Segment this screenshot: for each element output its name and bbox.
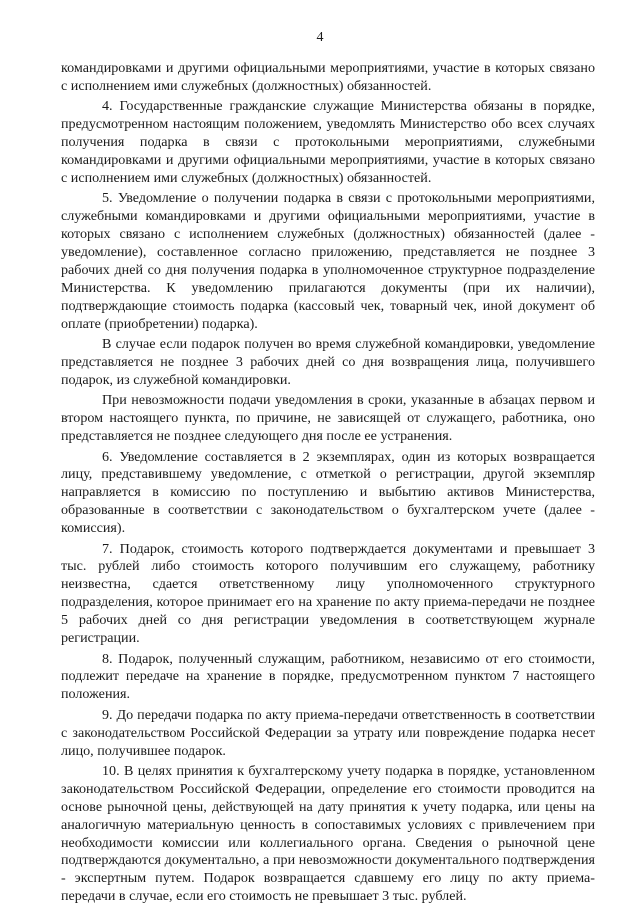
paragraph: 6. Уведомление составляется в 2 экземплярах, один из которых возвращается лицу, представившему уведомление, с отметкой о регистрации, другой экземпляр направляется в комиссию по поступлению и выбытию активов Министерства, образованные в соответствии с законодательством о бухгалтерском учете (далее - комиссия). (61, 448, 595, 537)
paragraph: 7. Подарок, стоимость которого подтверждается документами и превышает 3 тыс. рублей либо стоимость которого получившим его служащему, работнику неизвестна, сдается ответственному лицу уполномоченного структурного подразделения, которое принимает его на хранение по акту приема-передачи не позднее 5 рабочих дней со дня регистрации уведомления в соответствующем журнале регистрации. (61, 540, 595, 647)
paragraph: 9. До передачи подарка по акту приема-передачи ответственность в соответствии с законодательством Российской Федерации за утрату или повреждение подарка несет лицо, получившее подарок. (61, 706, 595, 759)
paragraph: 5. Уведомление о получении подарка в связи с протокольными мероприятиями, служебными командировками и другими официальными мероприятиями, участие в которых связано с исполнением служебных (должностных) обязанностей (далее - уведомление), составленное согласно приложению, представляется не позднее 3 рабочих дней со дня получения подарка в уполномоченное структурное подразделение Министерства. К уведомлению прилагаются документы (при их наличии), подтверждающие стоимость подарка (кассовый чек, товарный чек, иной документ об оплате (приобретении) подарка). (61, 190, 595, 332)
paragraph: В случае если подарок получен во время служебной командировки, уведомление представляется не позднее 3 рабочих дней со дня возвращения лица, получившего подарок, из служебной командировки. (61, 336, 595, 388)
paragraph: 4. Государственные гражданские служащие Министерства обязаны в порядке, предусмотренном настоящим положением, уведомлять Министерство обо всех случаях получения подарка в связи с протокольными мероприятиями, служебными командировками и другими официальными мероприятиями, участие в которых связано с исполнением ими служебных (должностных) обязанностей. (61, 98, 595, 186)
paragraph: При невозможности подачи уведомления в сроки, указанные в абзацах первом и втором настоящего пункта, по причине, не зависящей от служащего, работника, оно представляется не позднее следующего дня после ее устранения. (61, 392, 595, 445)
page-number: 4 (316, 30, 324, 45)
document-body (61, 60, 595, 909)
paragraph: 10. В целях принятия к бухгалтерскому учету подарка в порядке, установленном законодательством Российской Федерации, определение его стоимости проводится на основе рыночной цены, действующей на дату принятия к учету подарка, или цены на аналогичную материальную ценность в сопоставимых условиях с привлечением при необходимости комиссии или коллегиального органа. Сведения о рыночной цене подтверждаются документально, а при невозможности документального подтверждения - экспертным путем. Подарок возвращается сдавшему его лицу по акту приема-передачи в случае, если его стоимость не превышает 3 тыс. рублей. (61, 762, 595, 905)
paragraph: командировками и другими официальными мероприятиями, участие в которых связано с исполнением ими служебных (должностных) обязанностей. (61, 60, 595, 94)
paragraph: 8. Подарок, полученный служащим, работником, независимо от его стоимости, подлежит передаче на хранение в порядке, предусмотренном пунктом 7 настоящего положения. (61, 650, 595, 703)
